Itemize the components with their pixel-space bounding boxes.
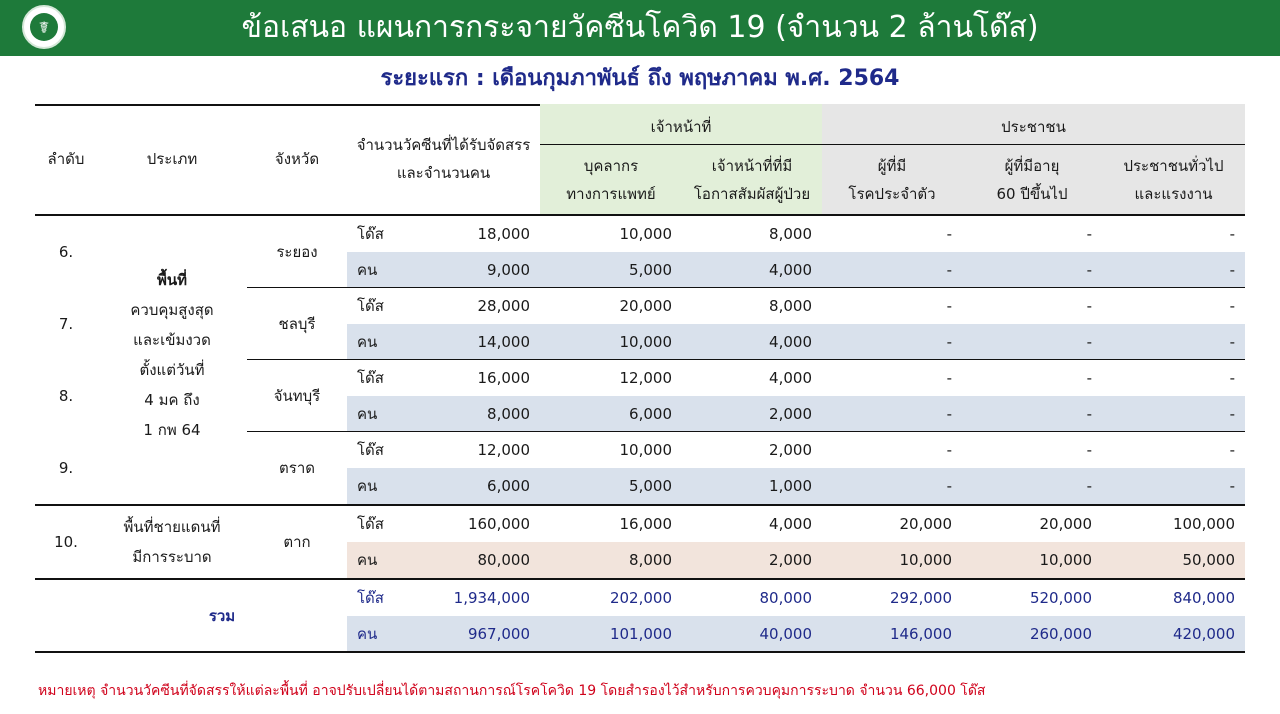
chronic-header-line2: โรคประจำตัว <box>848 185 936 203</box>
allocation-dose-value: 28,000 <box>477 297 530 315</box>
elderly-dose-value: - <box>1086 441 1092 459</box>
chronic-person-value: - <box>822 396 962 432</box>
col-general-header <box>1102 146 1245 214</box>
public-group-header: ประชาชน <box>1001 118 1066 136</box>
zone1-line6: 1 กพ 64 <box>143 421 201 439</box>
row-divider <box>247 359 1245 360</box>
general-dose-value: 100,000 <box>1172 515 1235 533</box>
allocation-dose-value: 18,000 <box>477 225 530 243</box>
exposed-person-value: 4,000 <box>682 324 822 360</box>
chronic-person-value: - <box>822 324 962 360</box>
exposed-dose-value: 4,000 <box>769 369 812 387</box>
zone1-line4: ตั้งแต่วันที่ <box>139 361 205 379</box>
chronic-dose-value: - <box>946 225 952 243</box>
person-unit-label: คน <box>347 468 419 504</box>
medical-person-value: 5,000 <box>540 468 682 504</box>
col-type-header: ประเภท <box>146 150 198 168</box>
general-dose-value: - <box>1229 225 1235 243</box>
col-elderly-header <box>962 146 1102 214</box>
person-unit-label: คน <box>347 252 419 288</box>
allocation-person-value: 14,000 <box>419 324 540 360</box>
col-chronic-header <box>822 146 962 214</box>
row-divider <box>247 287 1245 288</box>
exposed-header-line1: เจ้าหน้าที่ที่มี <box>711 157 793 175</box>
ministry-emblem-icon: ☤ <box>22 5 66 49</box>
elderly-person-value: 10,000 <box>962 542 1102 578</box>
province-name: ตราด <box>279 459 315 477</box>
allocation-dose-value: 16,000 <box>477 369 530 387</box>
row-number: 10. <box>54 533 78 551</box>
col-order-header: ลำดับ <box>47 150 85 168</box>
general-person-value: - <box>1102 252 1245 288</box>
elderly-person-value: - <box>962 252 1102 288</box>
exposed-person-value: 2,000 <box>682 542 822 578</box>
group-header-rule <box>540 144 1245 145</box>
person-unit-label: คน <box>347 324 419 360</box>
medical-dose-value: 10,000 <box>619 225 672 243</box>
chronic-person-value: - <box>822 252 962 288</box>
dose-unit-label: โด๊ส <box>357 589 384 607</box>
chronic-header-line1: ผู้ที่มี <box>877 157 907 175</box>
total-exposed-dose: 80,000 <box>759 589 812 607</box>
medical-dose-value: 10,000 <box>619 441 672 459</box>
zone-border-outbreak-label <box>97 506 247 578</box>
total-general-person: 420,000 <box>1102 616 1245 652</box>
zone1-line2: ควบคุมสูงสุด <box>130 301 214 319</box>
staff-group-header: เจ้าหน้าที่ <box>650 118 712 136</box>
total-allocation-person: 967,000 <box>419 616 540 652</box>
allocation-person-value: 80,000 <box>419 542 540 578</box>
zone1-line5: 4 มค ถึง <box>144 391 200 409</box>
dose-unit-label: โด๊ส <box>357 515 384 533</box>
allocation-person-value: 8,000 <box>419 396 540 432</box>
medical-dose-value: 20,000 <box>619 297 672 315</box>
medical-dose-value: 16,000 <box>619 515 672 533</box>
table-top-rule <box>35 104 540 106</box>
col-exposed-staff-header <box>682 146 822 214</box>
allocation-dose-value: 160,000 <box>467 515 530 533</box>
exposed-dose-value: 8,000 <box>769 297 812 315</box>
zone2-line2: มีการระบาด <box>132 548 212 566</box>
row-number: 7. <box>58 315 74 333</box>
general-person-value: - <box>1102 324 1245 360</box>
zone2-line1: พื้นที่ชายแดนที่ <box>123 518 221 536</box>
footnote: หมายเหตุ จำนวนวัคซีนที่จัดสรรให้แต่ละพื้นที่ อาจปรับเปลี่ยนได้ตามสถานการณ์โรคโควิด 19 โดยสำรองไว้สำหรับการควบคุมการระบาด จำนวน 66,000 โด๊ส <box>38 683 986 699</box>
exposed-dose-value: 4,000 <box>769 515 812 533</box>
chronic-person-value: 10,000 <box>822 542 962 578</box>
elderly-dose-value: - <box>1086 225 1092 243</box>
header-bottom-rule <box>35 214 1245 216</box>
total-chronic-person: 146,000 <box>822 616 962 652</box>
general-header-line2: และแรงงาน <box>1134 185 1213 203</box>
total-medical-dose: 202,000 <box>609 589 672 607</box>
exposed-person-value: 2,000 <box>682 396 822 432</box>
total-top-rule <box>35 578 1245 580</box>
medical-header-line2: ทางการแพทย์ <box>566 185 656 203</box>
allocation-dose-value: 12,000 <box>477 441 530 459</box>
total-exposed-person: 40,000 <box>682 616 822 652</box>
dose-unit-label: โด๊ส <box>357 297 384 315</box>
allocation-person-value: 9,000 <box>419 252 540 288</box>
general-dose-value: - <box>1229 369 1235 387</box>
elderly-person-value: - <box>962 324 1102 360</box>
col-province-header: จังหวัด <box>274 150 320 168</box>
zone1-line3: และเข้มงวด <box>133 331 211 349</box>
elderly-person-value: - <box>962 468 1102 504</box>
person-unit-label: คน <box>347 396 419 432</box>
table-bottom-rule <box>35 651 1245 653</box>
person-unit-label: คน <box>347 542 419 578</box>
total-allocation-dose: 1,934,000 <box>453 589 530 607</box>
row-divider <box>247 431 1245 432</box>
elderly-dose-value: - <box>1086 369 1092 387</box>
zone1-line1: พื้นที่ <box>156 271 188 289</box>
col-medical-header <box>540 146 682 214</box>
elderly-header-line2: 60 ปีขึ้นไป <box>996 185 1068 203</box>
dose-unit-label: โด๊ส <box>357 441 384 459</box>
medical-person-value: 5,000 <box>540 252 682 288</box>
chronic-dose-value: - <box>946 369 952 387</box>
province-name: จันทบุรี <box>273 387 321 405</box>
general-person-value: 50,000 <box>1102 542 1245 578</box>
allocation-person-value: 6,000 <box>419 468 540 504</box>
medical-person-value: 6,000 <box>540 396 682 432</box>
elderly-header-line1: ผู้ที่มีอายุ <box>1004 157 1060 175</box>
elderly-person-value: - <box>962 396 1102 432</box>
province-name: ตาก <box>283 533 311 551</box>
person-unit-label: คน <box>347 616 419 652</box>
total-elderly-person: 260,000 <box>962 616 1102 652</box>
title-bar <box>0 0 1280 56</box>
medical-person-value: 8,000 <box>540 542 682 578</box>
chronic-dose-value: - <box>946 297 952 315</box>
total-chronic-dose: 292,000 <box>889 589 952 607</box>
medical-dose-value: 12,000 <box>619 369 672 387</box>
total-elderly-dose: 520,000 <box>1029 589 1092 607</box>
medical-header-line1: บุคลากร <box>583 157 639 175</box>
medical-person-value: 10,000 <box>540 324 682 360</box>
province-name: ระยอง <box>276 243 318 261</box>
elderly-dose-value: - <box>1086 297 1092 315</box>
general-person-value: - <box>1102 396 1245 432</box>
chronic-dose-value: 20,000 <box>899 515 952 533</box>
allocation-header-line2: และจำนวนคน <box>396 164 491 182</box>
total-general-dose: 840,000 <box>1172 589 1235 607</box>
allocation-header-line1: จำนวนวัคซีนที่ได้รับจัดสรร <box>356 136 531 154</box>
elderly-dose-value: 20,000 <box>1039 515 1092 533</box>
general-dose-value: - <box>1229 441 1235 459</box>
total-label: รวม <box>208 607 236 625</box>
vaccine-allocation-table <box>35 104 1245 653</box>
exposed-person-value: 4,000 <box>682 252 822 288</box>
exposed-header-line2: โอกาสสัมผัสผู้ป่วย <box>693 185 811 203</box>
zone-highest-control-label <box>97 250 247 460</box>
dose-unit-label: โด๊ส <box>357 369 384 387</box>
col-allocation-header <box>347 104 540 214</box>
province-name: ชลบุรี <box>278 315 316 333</box>
general-person-value: - <box>1102 468 1245 504</box>
chronic-dose-value: - <box>946 441 952 459</box>
chronic-person-value: - <box>822 468 962 504</box>
general-dose-value: - <box>1229 297 1235 315</box>
zone-divider <box>35 504 1245 506</box>
exposed-dose-value: 8,000 <box>769 225 812 243</box>
page-title: ข้อเสนอ แผนการกระจายวัคซีนโควิด 19 (จำนวน 2 ล้านโด๊ส) <box>241 10 1039 45</box>
row-number: 9. <box>58 459 74 477</box>
exposed-dose-value: 2,000 <box>769 441 812 459</box>
row-number: 8. <box>58 387 74 405</box>
row-number: 6. <box>58 243 74 261</box>
general-header-line1: ประชาชนทั่วไป <box>1123 157 1224 175</box>
exposed-person-value: 1,000 <box>682 468 822 504</box>
total-medical-person: 101,000 <box>540 616 682 652</box>
page-subtitle: ระยะแรก : เดือนกุมภาพันธ์ ถึง พฤษภาคม พ.ศ. 2564 <box>380 66 900 91</box>
dose-unit-label: โด๊ส <box>357 225 384 243</box>
